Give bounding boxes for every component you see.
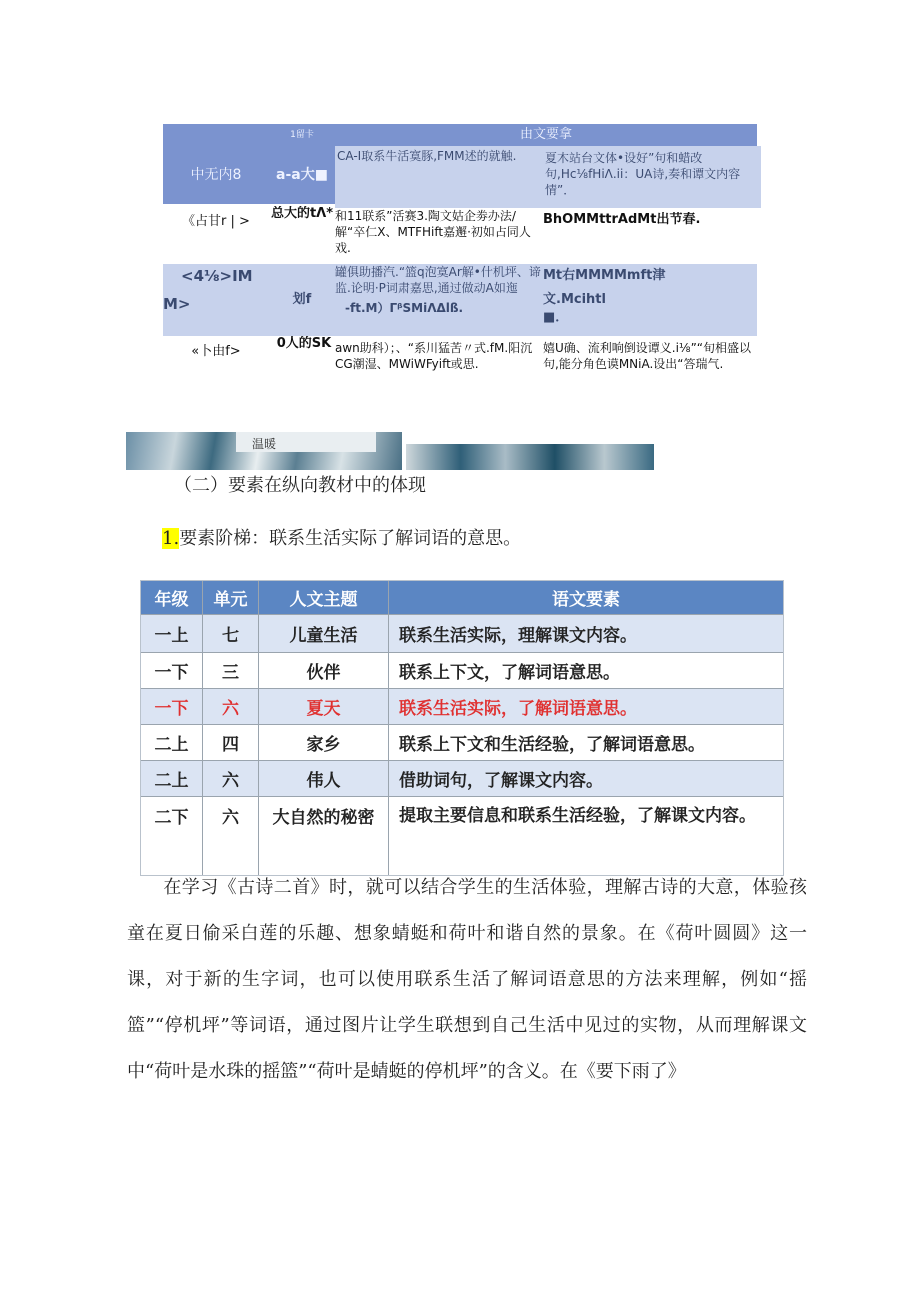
table-cell — [543, 264, 757, 336]
table-cell: 中无内8 — [163, 146, 269, 204]
table-header-cell: 由文要拿 — [335, 124, 757, 146]
header-unit: 单元 — [203, 581, 259, 614]
table-cell: CA-I取系牛活寞豚,FMM述的就触. — [335, 146, 547, 208]
table-cell: BhOMMttrAdMt出节春. — [543, 212, 701, 227]
body-paragraph — [127, 865, 807, 1095]
table-row-highlighted — [141, 689, 783, 725]
cell-unit: 六 — [203, 761, 259, 796]
cell-grade: 一下 — [141, 653, 203, 688]
subheading-number: 1. — [162, 528, 180, 549]
cell-grade: 二上 — [141, 725, 203, 760]
header-theme: 人文主题 — [259, 581, 389, 614]
cell-element: 提取主要信息和联系生活经验，了解课文内容。 — [399, 806, 756, 826]
cell-unit: 六 — [203, 797, 259, 875]
decorative-image — [406, 444, 654, 470]
cell-element: 联系生活实际，理解课文内容。 — [399, 626, 637, 646]
table-cell: awn助科）；、“系川猛苦〃式.fM.阳沉CG潮湿、MWiWFyift或思. — [335, 341, 533, 371]
table-cell: 《占甘r | > — [182, 214, 250, 229]
table-header-row — [141, 581, 783, 615]
cell-element: 联系生活实际，了解词语意思。 — [399, 699, 637, 719]
table-cell: 0人的SK — [276, 336, 332, 351]
table-cell: 夏木站台文体•设好”句和蜡改句,Hc⅛fHiΛ.ii：UA诗,奏和谭文内容情”． — [543, 146, 761, 208]
table-row — [141, 797, 783, 875]
cell-unit: 四 — [203, 725, 259, 760]
subheading-text: 要素阶梯：联系生活实际了解词语的意思。 — [179, 528, 522, 549]
subheading — [162, 524, 521, 550]
table-row — [141, 761, 783, 797]
cell-theme: 家乡 — [259, 725, 389, 760]
table-row — [141, 653, 783, 689]
table-cell-line: ■． — [543, 310, 569, 325]
cell-element: 联系上下文和生活经验，了解词语意思。 — [399, 735, 705, 755]
cell-grade: 一下 — [141, 689, 203, 724]
cell-theme: 儿童生活 — [259, 615, 389, 652]
cell-grade: 一上 — [141, 615, 203, 652]
table-cell: 总大的tΛ* — [270, 206, 334, 221]
cell-unit: 六 — [203, 689, 259, 724]
table-cell-line: Mt右MMMMmft津 — [543, 268, 666, 283]
cell-unit: 七 — [203, 615, 259, 652]
cell-theme: 夏天 — [259, 689, 389, 724]
table-cell — [335, 264, 543, 336]
header-grade: 年级 — [141, 581, 203, 614]
table-cell: 嬉U确、流利响倒设谭义.i⅛”“旬相盛以句,能分角色谟MNiA.设出“答瑞气. — [543, 341, 751, 371]
cell-theme: 大自然的秘密 — [259, 797, 389, 875]
table-cell-line: M> — [163, 295, 191, 313]
cell-element: 联系上下文，了解词语意思。 — [399, 663, 620, 683]
cell-unit: 三 — [203, 653, 259, 688]
table-cell: «卜由f> — [191, 344, 241, 359]
table-cell — [163, 264, 269, 336]
table-cell-line: -ft.M）ΓᵝSMiΛΔlß. — [345, 301, 464, 315]
table-cell: 和11联系”活赛3.陶文姑企劵办法/解“卒仁X、MTFHift嘉邂·初如占同人戏. — [335, 209, 531, 255]
cell-theme: 伙伴 — [259, 653, 389, 688]
paragraph-text: 在学习《古诗二首》时，就可以结合学生的生活体验，理解古诗的大意，体验孩童在夏日偷采白莲的乐趣、想象蜻蜓和荷叶和谐自然的景象。在《荷叶圆圆》这一课，对于新的生字词，也可以使用联系生活了解词语意思的方法来理解，例如“摇篮”“停机坪”等词语，通过图片让学生联想到自己生活中见过的实物，从而理解课文中“荷叶是水珠的摇篮”“荷叶是蜻蜓的停机坪”的含义。在《要下雨了》 — [127, 877, 807, 1082]
decorative-image — [126, 432, 402, 470]
image-caption: 温暖 — [252, 437, 277, 451]
table-cell-line: 罐俱助播汽.“篮q泡寞Ar解•什机坪、谛监.论明·P词肃嘉思,通过做动A如迤 — [335, 265, 541, 295]
cell-element: 借助词句，了解课文内容。 — [399, 771, 603, 791]
cell-grade: 二上 — [141, 761, 203, 796]
table-cell: a-a大■ — [269, 146, 335, 204]
table-header-cell — [163, 124, 269, 146]
table-cell: 划f — [269, 264, 335, 336]
header-element: 语文要素 — [552, 590, 620, 610]
cell-grade: 二下 — [141, 797, 203, 875]
table-cell-line: <4⅛>IM — [181, 267, 253, 285]
table-cell-line: 文.Mcihtl — [543, 292, 606, 307]
section-heading: （二）要素在纵向教材中的体现 — [174, 475, 426, 496]
image-caption-box — [236, 432, 376, 452]
table-row — [141, 725, 783, 761]
table-row — [141, 615, 783, 653]
elements-table — [140, 580, 784, 876]
cell-theme: 伟人 — [259, 761, 389, 796]
table-header-cell: 1留卡 — [269, 124, 335, 146]
